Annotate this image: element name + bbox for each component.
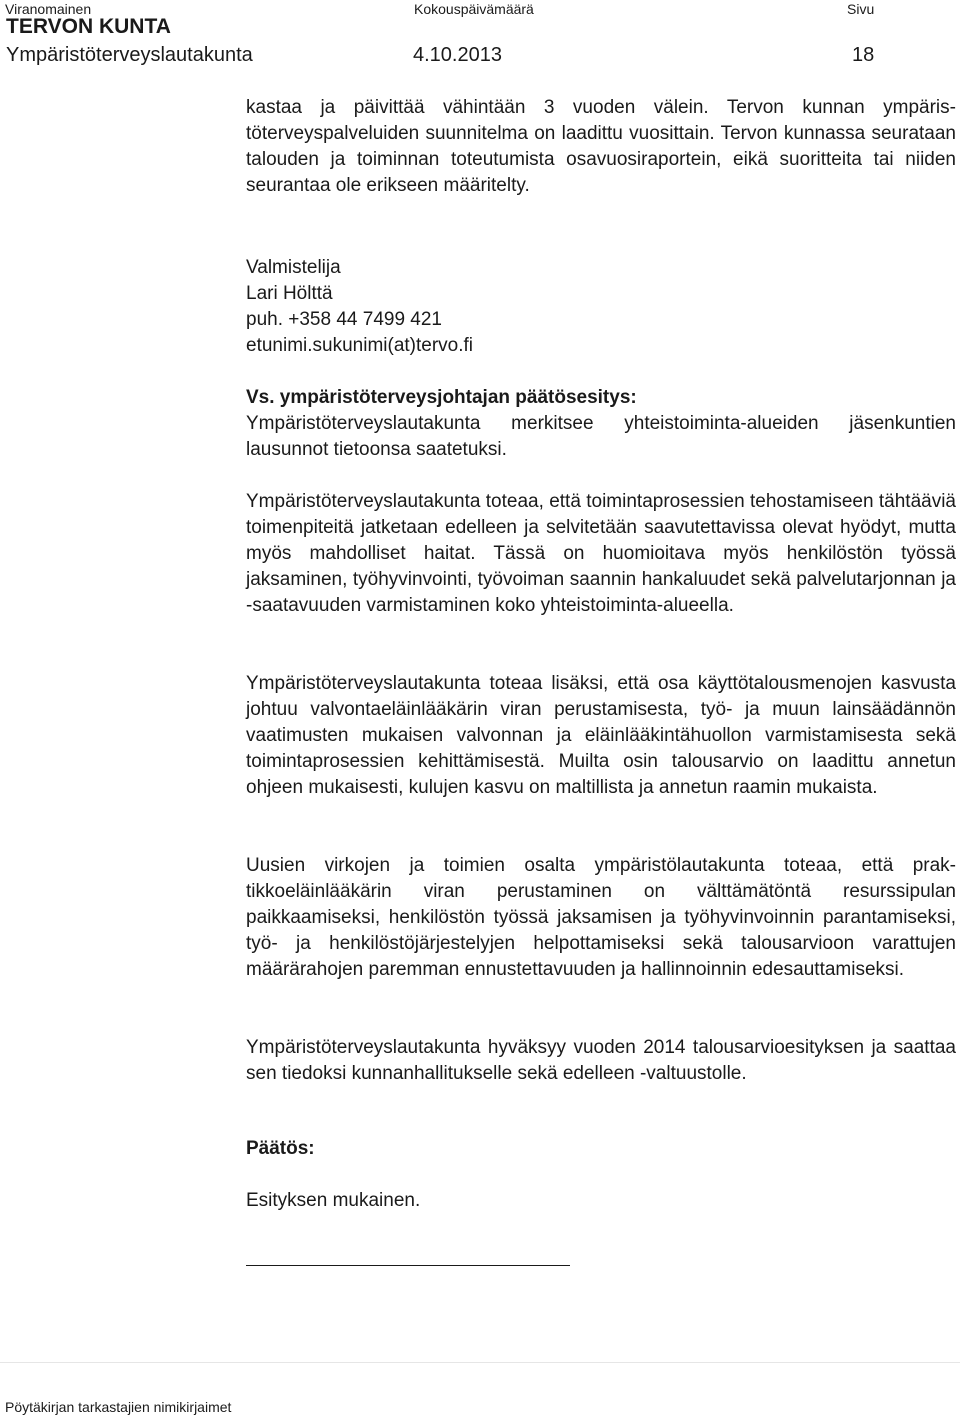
proposal-paragraph-3: Ympäristöterveyslautakunta toteaa lisäksi, että osa käyttötalousmenojen kasvusta johtuu valvontaeläinlääkärin viran perustamisesta, työ- ja muun lainsäädännön vaatimusten mukaisen valvonnan ja eläinlääkintähuollon varmistamisesta sekä toimintaprosessien kehittämisestä. Muilta osin talousarvio on laadittu annetun ohjeen mukaisesti, kulujen kasvu on maltillista ja annetun raamin mukaista.	[246, 673, 956, 798]
proposal-paragraph-5: Ympäristöterveyslautakunta hyväksyy vuoden 2014 talousarvioesityksen ja saattaa sen tiedoksi kunnanhallitukselle sekä edelleen -valtuustolle.	[246, 1037, 956, 1084]
organization-name: TERVON KUNTA	[6, 15, 171, 38]
decision-text: Esityksen mukainen.	[246, 1190, 421, 1211]
proposal-paragraph-1: Ympäristöterveyslautakunta merkitsee yhteistoiminta-alueiden jäsenkuntien lausunnot tietoonsa saatetuksi.	[246, 413, 956, 460]
header-authority-label: Viranomainen	[5, 1, 92, 17]
proposal-paragraph-4: Uusien virkojen ja toimien osalta ympäristölautakunta toteaa, että praktikkoeläinlääkärin viran perustaminen on välttämätöntä resurssipulan paikkaamiseksi, henkilöstön työssä jaksamisen ja työhyvinvoinnin parantamiseksi, työ- ja henkilöstöjärjestelyjen helpottamiseksi sekä talousarvioon varattujen määrärahojen paremman ennustettavuuden ja hallinnoinnin edesauttamiseksi.	[246, 855, 956, 980]
proposal-heading: Vs. ympäristöterveysjohtajan päätösesitys:	[246, 387, 637, 408]
page-number: 18	[852, 44, 875, 66]
preparer-email: etunimi.sukunimi(at)tervo.fi	[246, 335, 474, 356]
preparer-title: Valmistelija	[246, 257, 341, 278]
header-page-label: Sivu	[847, 1, 875, 17]
footer-signature-label: Pöytäkirjan tarkastajien nimikirjaimet	[5, 1399, 232, 1415]
preparer-phone: puh. +358 44 7499 421	[246, 309, 442, 330]
authority-name: Ympäristöterveyslautakunta	[6, 44, 253, 66]
preparer-name: Lari Hölttä	[246, 283, 333, 304]
intro-paragraph: kastaa ja päivittää vähintään 3 vuoden välein. Tervon kunnan ympäristöterveyspalveluiden suunnitelma on laadittu vuosittain. Tervon kunnassa seurataan talouden ja toiminnan toteutumista osavuosiraportein, eikä suoritteita tai niiden seurantaa ole erikseen määritelty.	[246, 97, 956, 196]
proposal-paragraph-2: Ympäristöterveyslautakunta toteaa, että toimintaprosessien tehostamiseen tähtääviä toimenpiteitä jatketaan edelleen ja selvitetään saavutettavissa olevat hyödyt, mutta myös mahdolliset haitat. Tässä on huomioitava myös henkilöstön työssä jaksaminen, työhyvinvointi, työvoiman saannin hankaluudet sekä palvelutarjonnan ja -saatavuuden varmistaminen koko yhteistoiminta-alueella.	[246, 491, 956, 616]
footer-divider	[0, 1362, 960, 1363]
header-date-label: Kokouspäivämäärä	[414, 1, 534, 17]
decision-heading: Päätös:	[246, 1138, 315, 1159]
section-end-rule	[246, 1265, 570, 1266]
meeting-date: 4.10.2013	[413, 44, 502, 66]
